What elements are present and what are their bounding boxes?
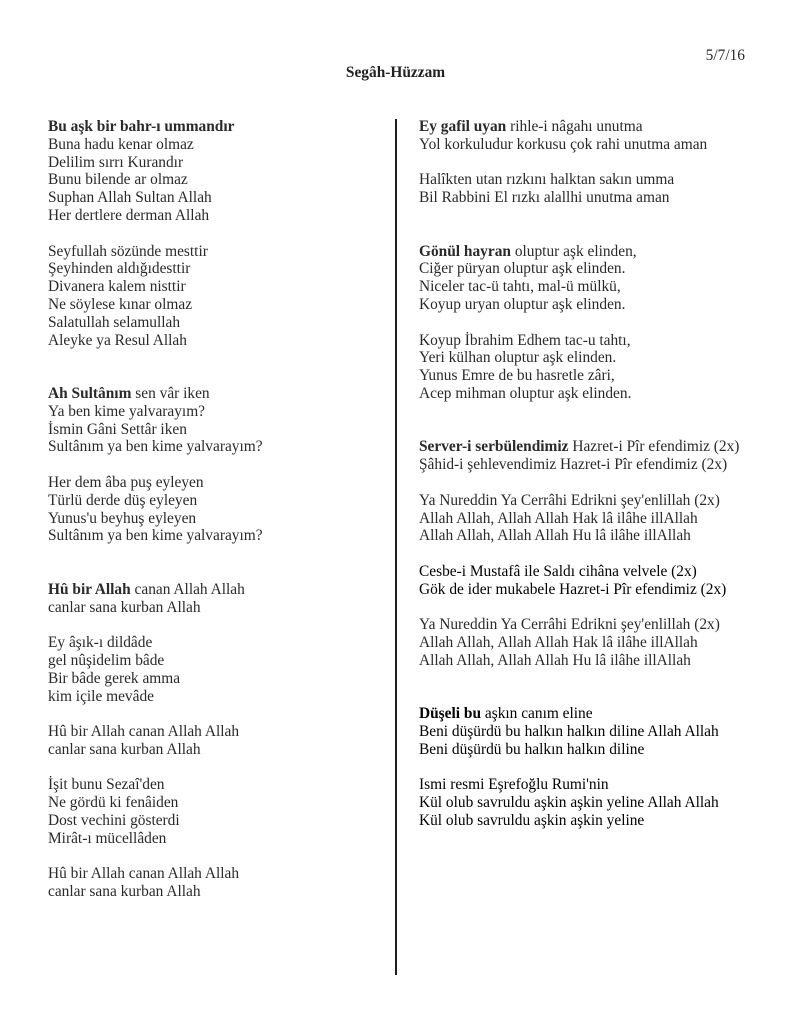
stanza: [419, 118, 779, 154]
lyric-line: Her dem âba puş eyleyen: [48, 473, 204, 491]
song-incipit: Düşeli bu: [419, 705, 482, 723]
lyric-line: Delilim sırrı Kurandır: [48, 153, 184, 171]
song-incipit: Ah Sultânım: [48, 384, 132, 402]
lyric-line: Buna hadu kenar olmaz: [48, 135, 194, 153]
lyric-line: Allah Allah, Allah Allah Hak lâ ilâhe illAllah: [419, 634, 698, 652]
lyric-line: İsmin Gâni Settâr iken: [48, 420, 187, 438]
lyric-line: Niceler tac-ü tahtı, mal-ü mülkü,: [419, 278, 621, 296]
lyric-line: gel nûşidelim bâde: [48, 651, 165, 669]
lyric-line: canlar sana kurban Allah: [48, 598, 201, 616]
lyric-line: Yunus'u beyhuş eyleyen: [48, 509, 197, 527]
stanza: [419, 171, 779, 207]
stanza: [48, 474, 378, 545]
lyric-line-text: canan Allah Allah: [134, 580, 245, 598]
song-incipit: Server-i serbülendimiz: [419, 438, 569, 456]
stanza: [48, 581, 378, 617]
lyric-line: Sultânım ya ben kime yalvarayım?: [48, 527, 263, 545]
lyric-line: Ne söylese kınar olmaz: [48, 295, 193, 313]
lyric-line: Hû bir Allah canan Allah Allah: [48, 865, 240, 883]
page-title: Segâh-Hüzzam: [345, 64, 446, 81]
lyric-line-text: aşkın canım eline: [484, 705, 593, 723]
lyric-line: Kül olub savruldu aşkin aşkin yeline Allah Allah: [419, 794, 719, 812]
lyric-line: Divanera kalem nisttir: [48, 278, 186, 296]
lyric-line-lead: [48, 118, 378, 136]
lyric-line: Ey âşık-ı dildâde: [48, 634, 153, 652]
lyric-line: Aleyke ya Resul Allah: [48, 331, 187, 349]
lyric-line: canlar sana kurban Allah: [48, 883, 201, 901]
song-incipit: Bu aşk bir bahr-ı ummandır: [48, 118, 235, 135]
lyric-line: Şeyhinden aldığıdesttir: [48, 260, 191, 278]
lyric-line: Koyup İbrahim Edhem tac-u tahtı,: [419, 331, 631, 349]
stanza: [48, 385, 378, 456]
lyric-line-text: oluptur aşk elinden,: [514, 242, 637, 260]
stanza: [419, 492, 779, 545]
right-column: [419, 118, 779, 865]
page-date: 5/7/16: [705, 47, 745, 64]
stanza: [419, 616, 779, 669]
lyric-line-lead: [419, 243, 779, 261]
song-incipit: Gönül hayran: [419, 242, 511, 260]
lyric-line: Türlü derde düş eyleyen: [48, 491, 198, 509]
lyric-line: Beni düşürdü bu halkın halkın diline: [419, 740, 645, 758]
lyric-line: Suphan Allah Sultan Allah: [48, 189, 212, 207]
lyric-line: Gök de ider mukabele Hazret-i Pîr efendimiz (2x): [419, 580, 727, 598]
lyric-line: Salatullah selamullah: [48, 313, 181, 331]
lyric-line: Seyfullah sözünde mesttir: [48, 242, 208, 260]
lyric-line: Allah Allah, Allah Allah Hu lâ ilâhe illAllah: [419, 651, 691, 669]
lyric-line: Cesbe-i Mustafâ ile Saldı cihâna velvele (2x): [419, 562, 697, 580]
lyric-line: kim içile mevâde: [48, 687, 154, 705]
lyric-line: Sultânım ya ben kime yalvarayım?: [48, 438, 263, 456]
song-incipit: Hû bir Allah: [48, 580, 131, 598]
lyric-line: Yol korkuludur korkusu çok rahi unutma aman: [419, 135, 708, 153]
lyric-line: Dost vechini gösterdi: [48, 812, 180, 830]
lyric-line: Ya ben kime yalvarayım?: [48, 402, 206, 420]
lyric-line: Koyup uryan oluptur aşk elinden.: [419, 295, 626, 313]
song-bu-ask: [48, 118, 378, 385]
lyric-line-text: Hazret-i Pîr efendimiz (2x): [572, 438, 740, 456]
stanza: [48, 865, 378, 901]
lyric-line: Halîkten utan rızkını halktan sakın umma: [419, 171, 675, 189]
lyric-line: Ya Nureddin Ya Cerrâhi Edrikni şey'enlillah (2x): [419, 616, 720, 634]
stanza: [419, 776, 779, 829]
lyric-line: Bil Rabbini El rızkı alallhi unutma aman: [419, 189, 670, 207]
lyric-line-text: sen vâr iken: [135, 384, 210, 402]
lyric-line: Bir bâde gerek amma: [48, 669, 181, 687]
stanza: [48, 118, 378, 225]
lyric-line-text: rihle-i nâgahı unutma: [510, 118, 643, 135]
lyric-line: Ismi resmi Eşrefoğlu Rumi'nin: [419, 776, 609, 794]
stanza: [48, 243, 378, 350]
stanza: [48, 723, 378, 759]
lyric-line: Ciğer püryan oluptur aşk elinden.: [419, 260, 626, 278]
lyric-line: Ne gördü ki fenâiden: [48, 794, 179, 812]
stanza: [419, 563, 779, 599]
song-gonul-hayran: [419, 243, 779, 439]
lyric-line: Bunu bilende ar olmaz: [48, 171, 188, 189]
lyric-line: Acep mihman oluptur aşk elinden.: [419, 384, 632, 402]
stanza: [48, 634, 378, 705]
lyric-line-lead: [419, 438, 779, 456]
lyric-line-lead: [419, 118, 779, 136]
lyric-line: Kül olub savruldu aşkin aşkin yeline: [419, 812, 645, 830]
lyric-line-lead: [48, 385, 378, 403]
lyric-line: Şâhid-i şehlevendimiz Hazret-i Pîr efendimiz (2x): [419, 456, 728, 474]
lyric-line: Beni düşürdü bu halkın halkın diline Allah Allah: [419, 723, 719, 741]
lyric-line: Ya Nureddin Ya Cerrâhi Edrikni şey'enlillah (2x): [419, 491, 720, 509]
lyric-line: Allah Allah, Allah Allah Hak lâ ilâhe illAllah: [419, 509, 698, 527]
lyric-line: canlar sana kurban Allah: [48, 740, 201, 758]
lyric-line: İşit bunu Sezaî'den: [48, 776, 165, 794]
song-hu-bir-allah: [48, 581, 378, 937]
lyric-line: Hû bir Allah canan Allah Allah: [48, 723, 240, 741]
lyric-line: Yunus Emre de bu hasretle zâri,: [419, 367, 615, 385]
song-duseli-bu: [419, 705, 779, 865]
stanza: [48, 776, 378, 847]
stanza: [419, 705, 779, 758]
song-incipit: Ey gafil uyan: [419, 118, 507, 135]
lyric-line: Allah Allah, Allah Allah Hu lâ ilâhe illAllah: [419, 527, 691, 545]
stanza: [419, 332, 779, 403]
column-divider: [395, 119, 397, 975]
lyric-line-lead: [48, 581, 378, 599]
lyric-line: Yeri külhan oluptur aşk elinden.: [419, 349, 617, 367]
song-server-i-serbulendimiz: [419, 438, 779, 705]
song-ey-gafil-uyan: [419, 118, 779, 243]
lyric-line-lead: [419, 705, 779, 723]
stanza: [419, 243, 779, 314]
stanza: [419, 438, 779, 474]
lyric-line: Her dertlere derman Allah: [48, 206, 210, 224]
left-column: [48, 118, 378, 937]
song-ah-sultanim: [48, 385, 378, 581]
lyric-line: Mirât-ı mücellâden: [48, 829, 167, 847]
